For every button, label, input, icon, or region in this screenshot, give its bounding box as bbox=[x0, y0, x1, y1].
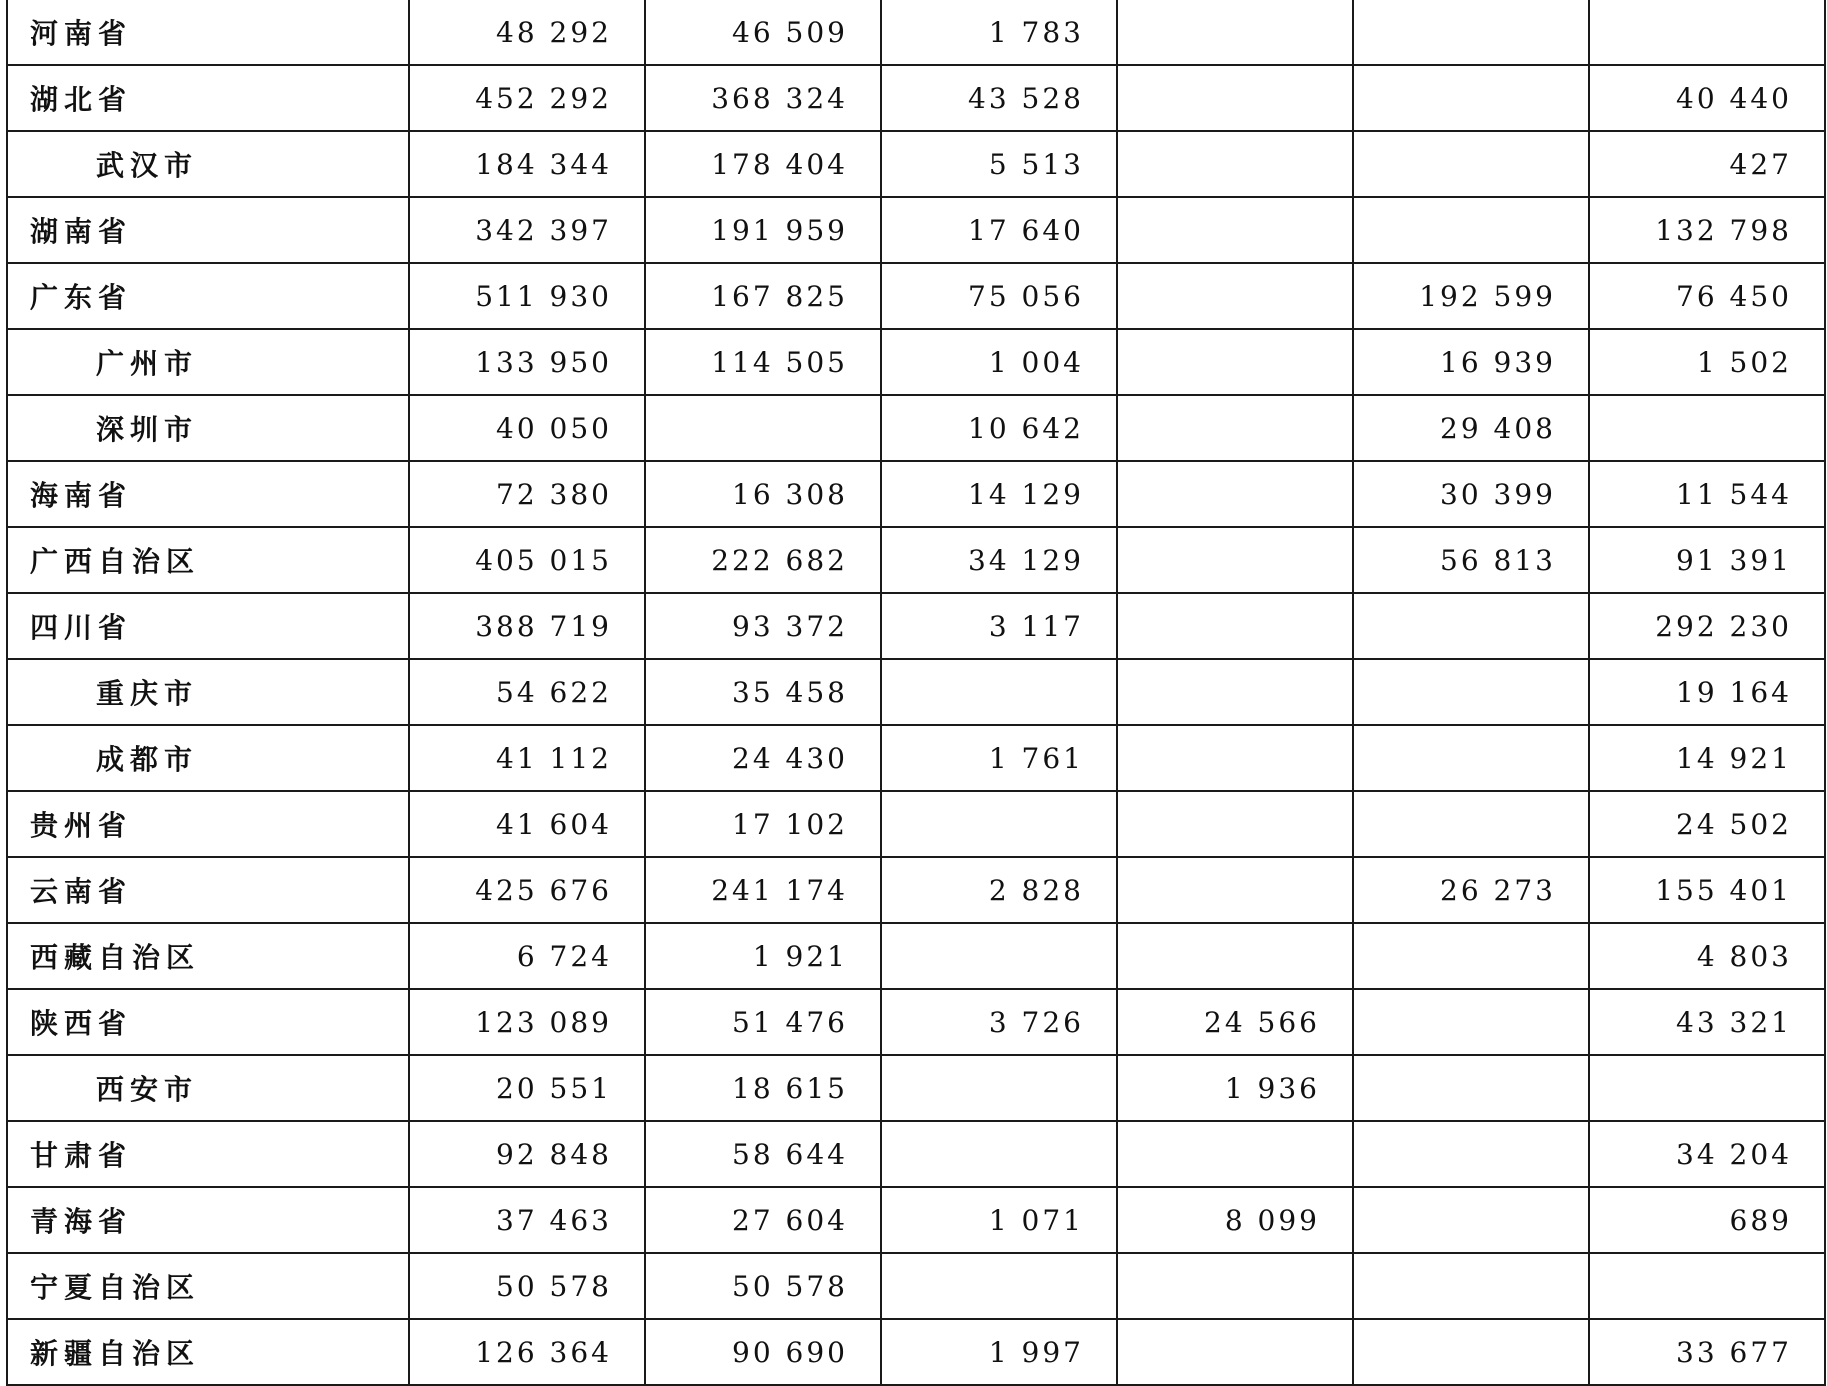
table-row bbox=[7, 659, 1825, 725]
value-cell bbox=[1117, 923, 1353, 989]
value-cell: 167 825 bbox=[645, 263, 881, 329]
city-name-cell: 西安市 bbox=[7, 1055, 409, 1121]
value-cell bbox=[1353, 725, 1589, 791]
value-cell bbox=[1589, 395, 1825, 461]
value-cell bbox=[1117, 857, 1353, 923]
value-cell: 40 440 bbox=[1589, 65, 1825, 131]
region-name-cell: 河南省 bbox=[7, 0, 409, 65]
value-cell: 34 129 bbox=[881, 527, 1117, 593]
value-cell: 46 509 bbox=[645, 0, 881, 65]
value-cell: 178 404 bbox=[645, 131, 881, 197]
value-cell bbox=[1353, 197, 1589, 263]
value-cell: 1 936 bbox=[1117, 1055, 1353, 1121]
table-row bbox=[7, 329, 1825, 395]
value-cell: 26 273 bbox=[1353, 857, 1589, 923]
value-cell bbox=[1353, 1187, 1589, 1253]
table-row bbox=[7, 791, 1825, 857]
table-body bbox=[7, 0, 1825, 1385]
value-cell bbox=[1117, 131, 1353, 197]
value-cell: 56 813 bbox=[1353, 527, 1589, 593]
value-cell: 292 230 bbox=[1589, 593, 1825, 659]
value-cell: 14 129 bbox=[881, 461, 1117, 527]
value-cell bbox=[1117, 1253, 1353, 1319]
table-row bbox=[7, 725, 1825, 791]
value-cell: 155 401 bbox=[1589, 857, 1825, 923]
region-name-cell: 四川省 bbox=[7, 593, 409, 659]
value-cell: 24 502 bbox=[1589, 791, 1825, 857]
value-cell: 3 726 bbox=[881, 989, 1117, 1055]
table-row bbox=[7, 395, 1825, 461]
value-cell: 93 372 bbox=[645, 593, 881, 659]
value-cell bbox=[1117, 65, 1353, 131]
value-cell: 90 690 bbox=[645, 1319, 881, 1385]
value-cell bbox=[1589, 1055, 1825, 1121]
value-cell: 30 399 bbox=[1353, 461, 1589, 527]
value-cell: 11 544 bbox=[1589, 461, 1825, 527]
value-cell bbox=[1353, 1319, 1589, 1385]
value-cell: 241 174 bbox=[645, 857, 881, 923]
value-cell bbox=[1117, 1319, 1353, 1385]
table-row bbox=[7, 1055, 1825, 1121]
city-name-cell: 重庆市 bbox=[7, 659, 409, 725]
table-row bbox=[7, 1253, 1825, 1319]
statistics-table bbox=[6, 0, 1826, 1386]
value-cell: 58 644 bbox=[645, 1121, 881, 1187]
region-name-cell: 云南省 bbox=[7, 857, 409, 923]
value-cell: 132 798 bbox=[1589, 197, 1825, 263]
value-cell: 10 642 bbox=[881, 395, 1117, 461]
value-cell: 27 604 bbox=[645, 1187, 881, 1253]
value-cell bbox=[1117, 0, 1353, 65]
value-cell: 368 324 bbox=[645, 65, 881, 131]
region-name-cell: 甘肃省 bbox=[7, 1121, 409, 1187]
value-cell: 1 004 bbox=[881, 329, 1117, 395]
region-name-cell: 宁夏自治区 bbox=[7, 1253, 409, 1319]
value-cell bbox=[1353, 593, 1589, 659]
value-cell bbox=[1353, 1121, 1589, 1187]
value-cell: 72 380 bbox=[409, 461, 645, 527]
value-cell bbox=[1117, 197, 1353, 263]
value-cell: 511 930 bbox=[409, 263, 645, 329]
table-row bbox=[7, 65, 1825, 131]
value-cell bbox=[1117, 461, 1353, 527]
value-cell: 5 513 bbox=[881, 131, 1117, 197]
value-cell: 18 615 bbox=[645, 1055, 881, 1121]
value-cell: 17 102 bbox=[645, 791, 881, 857]
value-cell: 1 071 bbox=[881, 1187, 1117, 1253]
value-cell bbox=[881, 1055, 1117, 1121]
value-cell bbox=[645, 395, 881, 461]
value-cell: 126 364 bbox=[409, 1319, 645, 1385]
value-cell: 16 308 bbox=[645, 461, 881, 527]
value-cell bbox=[1117, 395, 1353, 461]
value-cell bbox=[1117, 791, 1353, 857]
table-row bbox=[7, 263, 1825, 329]
value-cell bbox=[1353, 791, 1589, 857]
value-cell: 114 505 bbox=[645, 329, 881, 395]
value-cell: 14 921 bbox=[1589, 725, 1825, 791]
table-row bbox=[7, 989, 1825, 1055]
table-row bbox=[7, 0, 1825, 65]
value-cell bbox=[1353, 989, 1589, 1055]
table-row bbox=[7, 1187, 1825, 1253]
value-cell bbox=[881, 791, 1117, 857]
value-cell: 6 724 bbox=[409, 923, 645, 989]
region-name-cell: 陕西省 bbox=[7, 989, 409, 1055]
value-cell bbox=[1117, 659, 1353, 725]
value-cell: 2 828 bbox=[881, 857, 1117, 923]
value-cell: 54 622 bbox=[409, 659, 645, 725]
table-row bbox=[7, 1121, 1825, 1187]
value-cell bbox=[1117, 527, 1353, 593]
value-cell bbox=[1117, 1121, 1353, 1187]
value-cell: 1 502 bbox=[1589, 329, 1825, 395]
table-row bbox=[7, 593, 1825, 659]
value-cell: 4 803 bbox=[1589, 923, 1825, 989]
value-cell: 37 463 bbox=[409, 1187, 645, 1253]
table-row bbox=[7, 197, 1825, 263]
value-cell bbox=[881, 1253, 1117, 1319]
value-cell bbox=[881, 1121, 1117, 1187]
value-cell: 33 677 bbox=[1589, 1319, 1825, 1385]
value-cell: 8 099 bbox=[1117, 1187, 1353, 1253]
value-cell: 16 939 bbox=[1353, 329, 1589, 395]
region-name-cell: 西藏自治区 bbox=[7, 923, 409, 989]
value-cell: 24 566 bbox=[1117, 989, 1353, 1055]
value-cell bbox=[1117, 263, 1353, 329]
table-row bbox=[7, 461, 1825, 527]
value-cell: 123 089 bbox=[409, 989, 645, 1055]
value-cell: 1 921 bbox=[645, 923, 881, 989]
value-cell: 192 599 bbox=[1353, 263, 1589, 329]
table-row bbox=[7, 131, 1825, 197]
value-cell bbox=[1353, 131, 1589, 197]
value-cell: 43 528 bbox=[881, 65, 1117, 131]
value-cell bbox=[1353, 65, 1589, 131]
value-cell: 75 056 bbox=[881, 263, 1117, 329]
value-cell bbox=[1117, 725, 1353, 791]
table-row bbox=[7, 857, 1825, 923]
value-cell: 34 204 bbox=[1589, 1121, 1825, 1187]
value-cell: 425 676 bbox=[409, 857, 645, 923]
city-name-cell: 深圳市 bbox=[7, 395, 409, 461]
value-cell: 29 408 bbox=[1353, 395, 1589, 461]
value-cell: 427 bbox=[1589, 131, 1825, 197]
value-cell bbox=[881, 659, 1117, 725]
statistics-table-page bbox=[6, 0, 1826, 1374]
value-cell: 184 344 bbox=[409, 131, 645, 197]
region-name-cell: 湖南省 bbox=[7, 197, 409, 263]
table-row bbox=[7, 527, 1825, 593]
table-row bbox=[7, 923, 1825, 989]
table-row bbox=[7, 1319, 1825, 1385]
value-cell: 1 783 bbox=[881, 0, 1117, 65]
region-name-cell: 广东省 bbox=[7, 263, 409, 329]
region-name-cell: 广西自治区 bbox=[7, 527, 409, 593]
value-cell: 1 997 bbox=[881, 1319, 1117, 1385]
value-cell bbox=[1589, 1253, 1825, 1319]
value-cell: 17 640 bbox=[881, 197, 1117, 263]
value-cell: 76 450 bbox=[1589, 263, 1825, 329]
value-cell bbox=[1353, 923, 1589, 989]
value-cell: 222 682 bbox=[645, 527, 881, 593]
value-cell bbox=[1353, 659, 1589, 725]
region-name-cell: 青海省 bbox=[7, 1187, 409, 1253]
value-cell: 41 604 bbox=[409, 791, 645, 857]
value-cell bbox=[1353, 1055, 1589, 1121]
value-cell bbox=[1589, 0, 1825, 65]
region-name-cell: 湖北省 bbox=[7, 65, 409, 131]
value-cell: 48 292 bbox=[409, 0, 645, 65]
value-cell: 405 015 bbox=[409, 527, 645, 593]
value-cell: 388 719 bbox=[409, 593, 645, 659]
city-name-cell: 武汉市 bbox=[7, 131, 409, 197]
region-name-cell: 贵州省 bbox=[7, 791, 409, 857]
value-cell: 133 950 bbox=[409, 329, 645, 395]
value-cell: 3 117 bbox=[881, 593, 1117, 659]
region-name-cell: 海南省 bbox=[7, 461, 409, 527]
value-cell: 92 848 bbox=[409, 1121, 645, 1187]
city-name-cell: 成都市 bbox=[7, 725, 409, 791]
value-cell bbox=[1353, 0, 1589, 65]
value-cell: 1 761 bbox=[881, 725, 1117, 791]
region-name-cell: 新疆自治区 bbox=[7, 1319, 409, 1385]
value-cell: 24 430 bbox=[645, 725, 881, 791]
value-cell: 20 551 bbox=[409, 1055, 645, 1121]
value-cell bbox=[1117, 593, 1353, 659]
value-cell: 40 050 bbox=[409, 395, 645, 461]
value-cell: 41 112 bbox=[409, 725, 645, 791]
value-cell: 191 959 bbox=[645, 197, 881, 263]
value-cell: 43 321 bbox=[1589, 989, 1825, 1055]
value-cell: 35 458 bbox=[645, 659, 881, 725]
value-cell: 91 391 bbox=[1589, 527, 1825, 593]
value-cell: 689 bbox=[1589, 1187, 1825, 1253]
city-name-cell: 广州市 bbox=[7, 329, 409, 395]
value-cell bbox=[881, 923, 1117, 989]
value-cell: 50 578 bbox=[409, 1253, 645, 1319]
value-cell: 452 292 bbox=[409, 65, 645, 131]
value-cell: 342 397 bbox=[409, 197, 645, 263]
value-cell bbox=[1117, 329, 1353, 395]
value-cell: 50 578 bbox=[645, 1253, 881, 1319]
value-cell: 19 164 bbox=[1589, 659, 1825, 725]
value-cell: 51 476 bbox=[645, 989, 881, 1055]
value-cell bbox=[1353, 1253, 1589, 1319]
